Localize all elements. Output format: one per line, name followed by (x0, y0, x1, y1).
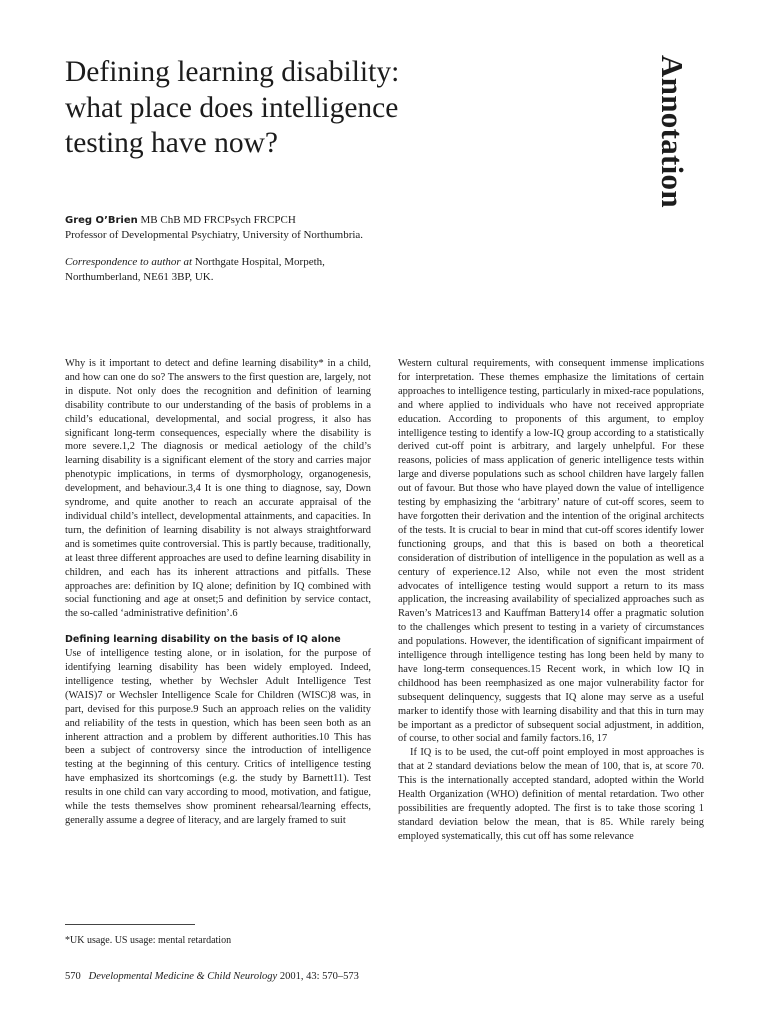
page-number: 570 (65, 971, 81, 982)
body-paragraph: If IQ is to be used, the cut-off point employed in most approaches is that at 2 standard deviations below the mean of 100, that is, at score 70. This is the internationally accepted standard, adopted within the World Health Organization (WHO) definition of mental retardation. Two other possibilities are frequently adopted. The first is to take those scoring 1 standard deviation below the mean, that is 85. While rarely being employed systematically, this cut off has some relevance (398, 747, 704, 842)
author-name: Greg O’Brien (65, 215, 138, 226)
body-paragraph: Western cultural requirements, with consequent immense implications for interpretation. These themes emphasize the limitations of certain approaches to intelligence testing, particularly in mixed-race populations, and where applied to individuals who have not received appropriate education. According to proponents of this argument, to employ intelligence testing to identify a low-IQ group according to a statistically derived cut-off point is arbitrary, and largely unhelpful. For these reasons, policies of mass application of generic intelligence tests within large and diverse populations such as school children have largely fallen out of favour. But those who have played down the value of intelligence testing by emphasizing the ‘arbitrary’ nature of cut-off scores, seem to have forgotten their derivation and the intention of the original architects of the tests. It is crucial to bear in mind that cut-off scores identify lower functioning groups, and that this is based on both a theoretical consideration of distribution of intelligence in the population as well as a century of experience.12 Also, while not even the most strident advocates of intelligence testing would support a return to its mass application, the increasing availability of specialized approaches such as Raven’s Matrices13 and Kauffman Battery14 offer a pragmatic solution to the challenges which present to testing in a variety of circumstances and populations. However, the identification of significant impairment of intelligence through intelligence testing has long been held by many to have long-term consequences.15 Recent work, in which low IQ in childhood has been reemphasized as one major vulnerability factor for subsequent delinquency, suggests that IQ alone may serve as a useful marker to identify those with learning disability and that this in turn may be important as a predictor of subsequent social adjustment, in addition, of course, to other social and family factors.16, 17 (398, 358, 704, 745)
body-paragraph: Why is it important to detect and define learning disability* in a child, and how can one do so? The answers to the first question are, largely, not in dispute. Not only does the recognition and definition of learning disability contribute to our understanding of the basis of problems in a child’s educational, developmental, and social progress, it also has significant long-term consequences, especially where the disability is more severe.1,2 The diagnosis or medical aetiology of the child’s learning disability is a significant element of the story and carries major phenotypic implications, in terms of dysmorphology, organogenesis, development, and behaviour.3,4 It is one thing to diagnose, say, Down syndrome, and quite another to reach an accurate appraisal of the individual child’s intellect, developmental attainments, and capacities. In turn, the definition of learning disability is not always straightforward and is sometimes quite controversial. This is partly because, traditionally, at least three different approaches are used to define learning disability in children, and each has its inherent attractions and pitfalls. These approaches are: definition by IQ alone; definition by IQ combined with social functioning and age at onset;5 and definition by service contact, the so-called ‘administrative definition’.6 (65, 358, 371, 620)
body-paragraph: Use of intelligence testing alone, or in isolation, for the purpose of identifying learning disability has been widely employed. Indeed, intelligence testing, whether by Wechsler Adult Intelligence Test (WAIS)7 or Wechsler Intelligence Scale for Children (WISC)8 was, in part, devised for this purpose.9 Such an approach relies on the validity and reliability of the tests in question, which has been seen both as an inherent attraction and a problem by different authorities.10 This has been a subject of controversy since the introduction of intelligence testing at the beginning of this century. Critics of intelligence testing have emphasized its shortcomings (e.g. the study by Barnett11). Test results in one child can vary according to mood, motivation, and fatigue, while the tests themselves show prominent rehearsal/learning effects, generally assume a degree of literacy, and are largely framed to suit (65, 648, 371, 826)
author-position: Professor of Developmental Psychiatry, University of Northumbria. (65, 229, 364, 241)
footnote-divider (65, 924, 195, 925)
article-title: Defining learning disability: what place does intelligence testing have now? (65, 56, 400, 159)
body-column-right (398, 357, 704, 844)
section-heading: Defining learning disability on the basis of IQ alone (65, 634, 341, 646)
correspondence-label: Correspondence to author at (65, 256, 192, 268)
section-label: Annotation (655, 55, 690, 208)
citation: 2001, 43: 570–573 (279, 971, 359, 982)
footnote: *UK usage. US usage: mental retardation (65, 935, 232, 946)
journal-name: Developmental Medicine & Child Neurology (88, 971, 278, 982)
body-column-left (65, 357, 371, 828)
page-footer (65, 970, 359, 984)
author-block (65, 213, 365, 285)
correspondence (65, 255, 365, 285)
correspondence-address: Northgate Hospital, Morpeth, Northumberland, NE61 3BP, UK. (65, 256, 325, 283)
author-credentials: MB ChB MD FRCPsych FRCPCH (140, 214, 296, 226)
author-line (65, 213, 365, 228)
